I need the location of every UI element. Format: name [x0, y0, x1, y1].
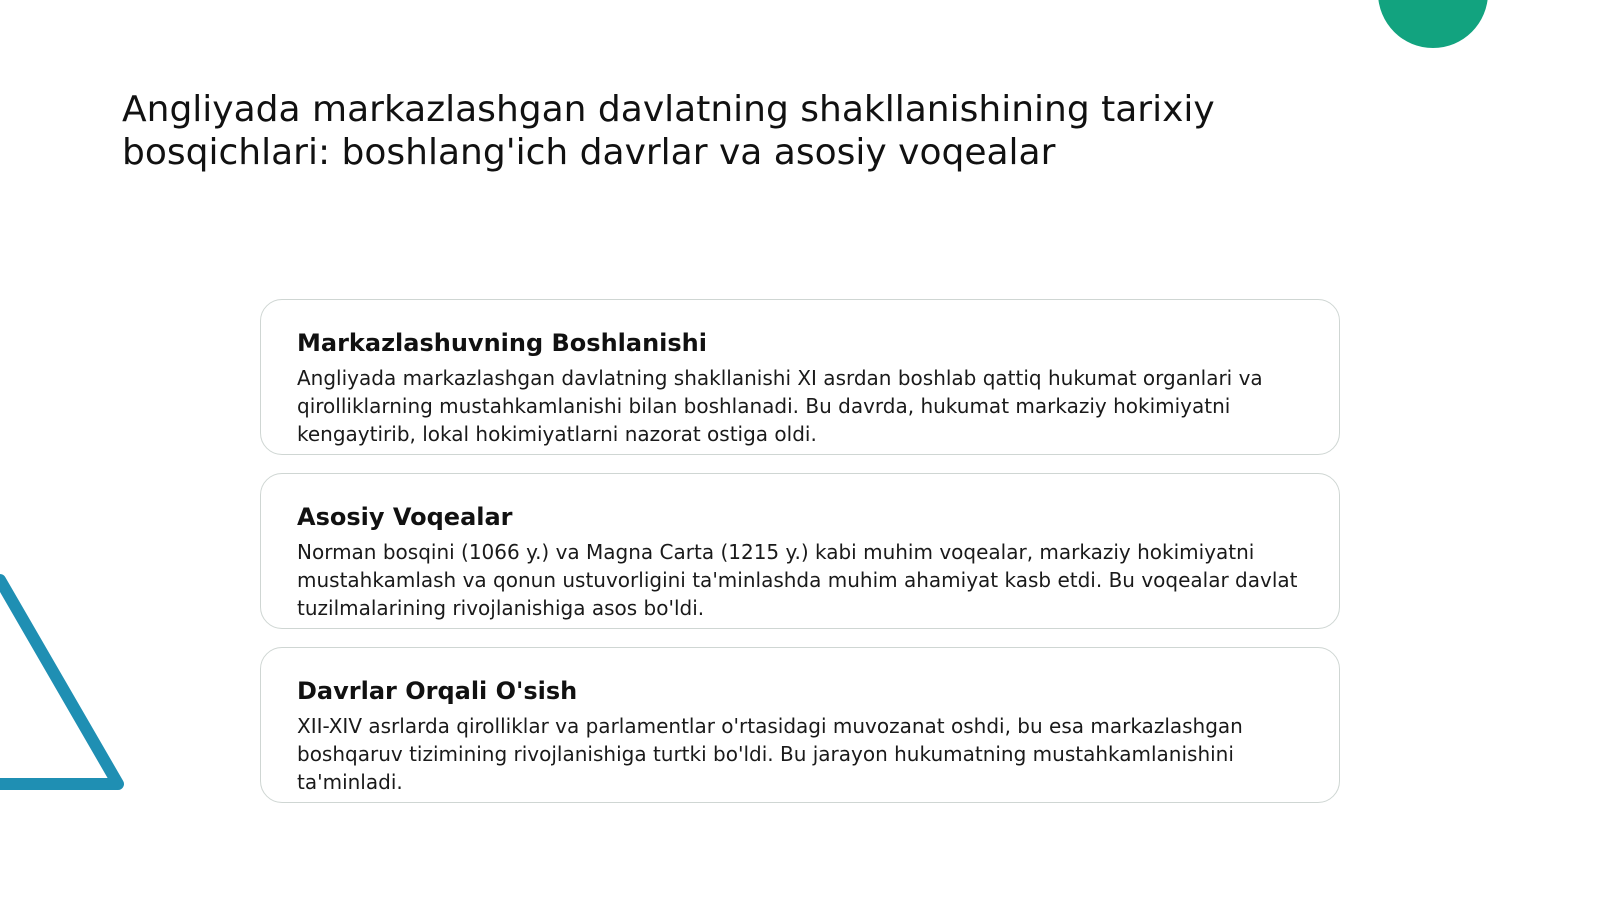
- card-key-events: [260, 473, 1340, 629]
- card-text: Norman bosqini (1066 y.) va Magna Carta (1215 y.) kabi muhim voqealar, markaziy hokimiyatni mustahkamlash va qonun ustuvorligini ta'minlashda muhim ahamiyat kasb etdi. Bu voqealar davlat tuzilmalarining rivojlanishiga asos bo'ldi.: [297, 540, 1298, 620]
- card-text: Angliyada markazlashgan davlatning shakllanishi XI asrdan boshlab qattiq hukumat organlari va qirolliklarning mustahkamlanishi bilan boshlanadi. Bu davrda, hukumat markaziy hokimiyatni kengaytirib, lokal hokimiyatlarni nazorat ostiga oldi.: [297, 366, 1263, 446]
- slide-title: Angliyada markazlashgan davlatning shakllanishining tarixiy bosqichlari: boshlang'ich davrlar va asosiy voqealar: [122, 89, 1215, 173]
- card-title: Asosiy Voqealar: [297, 503, 513, 531]
- content-cards: [260, 299, 1340, 821]
- decorative-blue-triangle: [0, 560, 140, 820]
- card-title: Davrlar Orqali O'sish: [297, 677, 578, 705]
- card-growth-through-periods: [260, 647, 1340, 803]
- card-title: Markazlashuvning Boshlanishi: [297, 329, 707, 357]
- decorative-green-circle: [1378, 0, 1488, 48]
- card-centralization-beginning: [260, 299, 1340, 455]
- card-text: XII-XIV asrlarda qirolliklar va parlamentlar o'rtasidagi muvozanat oshdi, bu esa markazlashgan boshqaruv tizimining rivojlanishiga turtki bo'ldi. Bu jarayon hukumatning mustahkamlanishini ta'minladi.: [297, 714, 1243, 794]
